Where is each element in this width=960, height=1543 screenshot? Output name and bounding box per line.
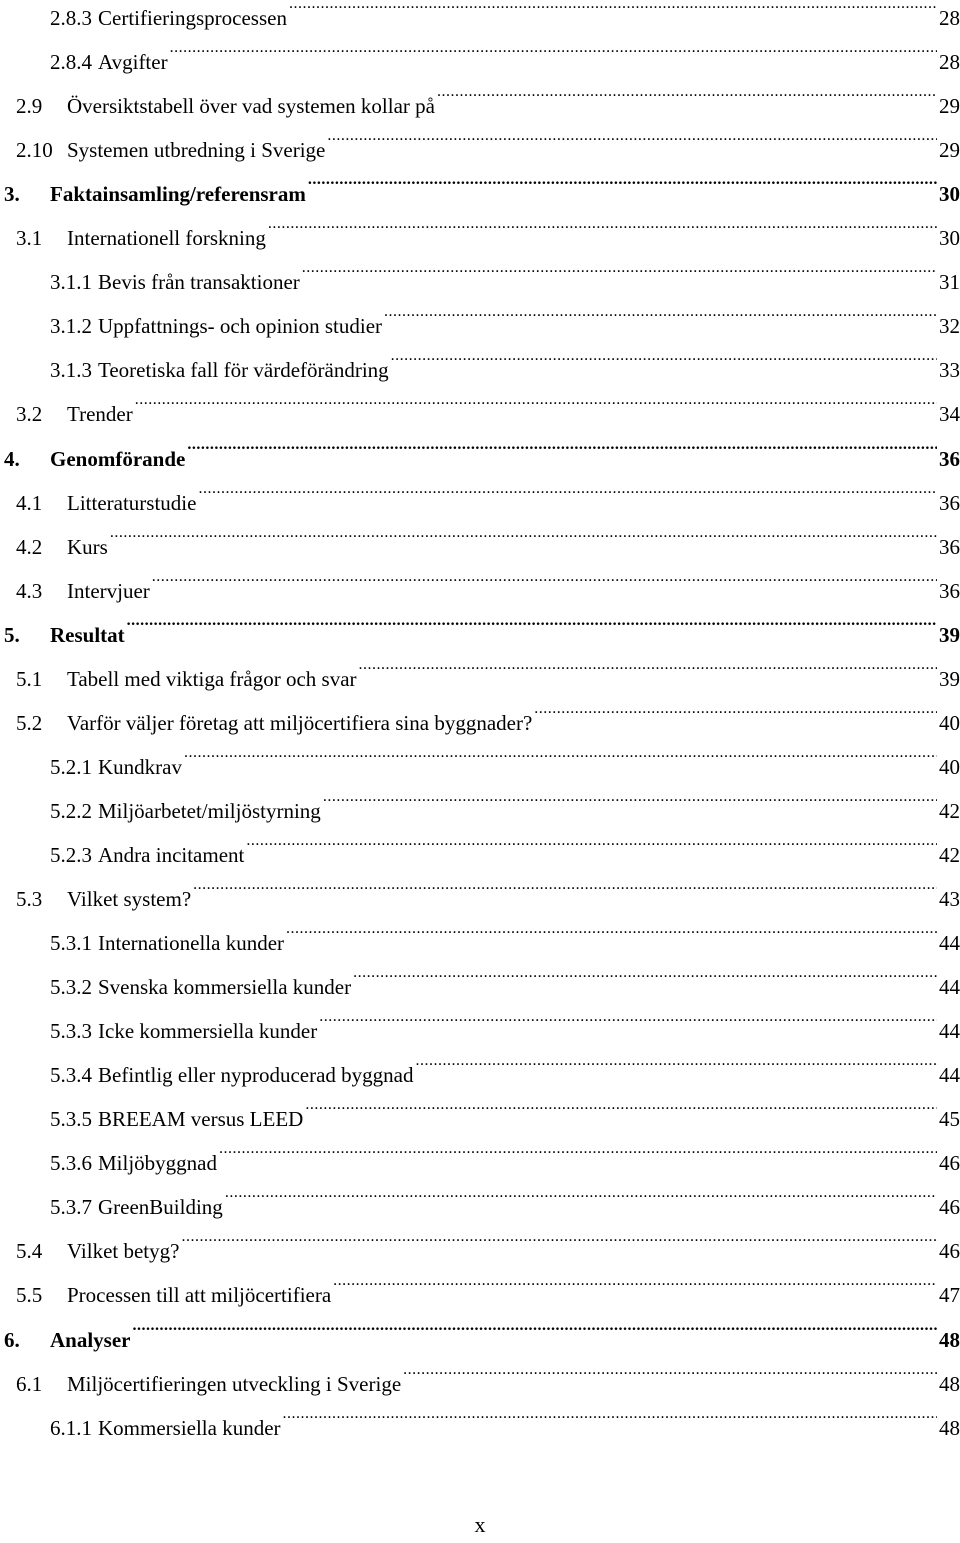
toc-entry[interactable] [16, 127, 960, 163]
dot-leader [187, 436, 937, 466]
toc-entry[interactable] [50, 39, 960, 75]
toc-entry-page: 48 [939, 1415, 960, 1440]
dot-leader [333, 1272, 937, 1302]
dot-leader [323, 788, 937, 818]
toc-entry-page: 36 [939, 534, 960, 559]
toc-entry-number: 4.2 [16, 534, 43, 559]
dot-leader [184, 744, 937, 774]
dot-leader [308, 171, 937, 201]
toc-entry-page: 45 [939, 1107, 960, 1132]
toc-entry-page: 46 [939, 1195, 960, 1220]
dot-leader [359, 656, 937, 686]
dot-leader [289, 0, 937, 25]
toc-entry-number: 5.3.1 [50, 931, 92, 956]
toc-entry[interactable] [16, 1272, 960, 1308]
toc-entry-number: 3.2 [16, 402, 43, 427]
toc-entry[interactable] [16, 876, 960, 911]
page-number: x [474, 1512, 486, 1537]
toc-entry-number: 5.3 [16, 887, 43, 911]
dot-leader [133, 1317, 938, 1347]
dot-leader [193, 876, 937, 906]
toc-entry[interactable] [16, 1228, 960, 1264]
dot-leader [384, 303, 937, 333]
toc-entry-page: 30 [939, 226, 960, 251]
toc-entry[interactable] [16, 700, 960, 735]
toc-entry-title: Kundkrav [98, 754, 182, 779]
toc-entry[interactable] [50, 0, 960, 30]
dot-leader [415, 1052, 937, 1082]
toc-entry-number: 4.1 [16, 490, 43, 515]
toc-entry-title: Vilket betyg? [67, 1239, 180, 1264]
toc-entry-number: 2.8.3 [50, 6, 92, 30]
toc-entry-number: 5.5 [16, 1283, 43, 1308]
toc-entry-number: 5.3.7 [50, 1195, 92, 1220]
toc-entry-number: 5.2.3 [50, 842, 92, 867]
toc-entry[interactable] [50, 832, 960, 867]
toc-entry-title: Internationell forskning [67, 226, 266, 251]
toc-entry[interactable] [50, 920, 960, 956]
toc-entry[interactable] [50, 1184, 960, 1220]
toc-entry-number: 2.9 [16, 94, 43, 119]
toc-entry-number: 3.1.2 [50, 314, 92, 339]
dot-leader [286, 920, 937, 950]
dot-leader [327, 127, 937, 157]
toc-entry[interactable] [50, 1052, 960, 1088]
toc-entry-number: 5.2.2 [50, 798, 92, 823]
toc-entry-title: Bevis från transaktioner [98, 270, 300, 295]
toc-entry-title: Varför väljer företag att miljöcertifiera sina byggnader? [67, 710, 533, 735]
toc-entry-title: Vilket system? [67, 887, 192, 911]
toc-entry-number: 6. [4, 1327, 20, 1352]
toc-entry[interactable] [50, 1096, 960, 1132]
dot-leader [127, 612, 937, 642]
toc-entry-page: 46 [939, 1239, 960, 1264]
dot-leader [305, 1096, 937, 1126]
dot-leader [219, 1140, 937, 1170]
toc-entry-title: Internationella kunder [98, 931, 285, 956]
toc-entry-page: 48 [939, 1371, 960, 1396]
dot-leader [135, 391, 937, 421]
toc-entry[interactable] [16, 656, 960, 691]
toc-entry-title: Avgifter [98, 50, 168, 75]
toc-entry[interactable] [16, 480, 960, 515]
toc-entry[interactable] [4, 436, 960, 471]
toc-entry-page: 36 [939, 446, 960, 471]
toc-entry[interactable] [50, 1008, 960, 1044]
toc-entry[interactable] [16, 524, 960, 559]
toc-entry-page: 39 [939, 666, 960, 691]
toc-entry-title: Andra incitament [98, 842, 245, 867]
dot-leader [403, 1361, 937, 1391]
toc-entry-number: 5.2 [16, 710, 43, 735]
toc-entry-title: Miljöarbetet/miljöstyrning [98, 798, 321, 823]
toc-entry-page: 36 [939, 578, 960, 603]
toc-entry[interactable] [50, 347, 960, 383]
toc-entry-page: 44 [939, 1019, 960, 1044]
dot-leader [437, 83, 937, 113]
toc-entry-title: Uppfattnings- och opinion studier [98, 314, 383, 339]
toc-entry-page: 32 [939, 314, 960, 339]
toc-entry-number: 6.1 [16, 1371, 43, 1396]
toc-entry-number: 3.1.3 [50, 358, 92, 383]
toc-entry-title: Kommersiella kunder [98, 1415, 281, 1440]
toc-entry[interactable] [50, 744, 960, 779]
dot-leader [246, 832, 937, 862]
dot-leader [198, 480, 937, 510]
dot-leader [283, 1405, 937, 1435]
toc-entry-number: 5.4 [16, 1239, 43, 1264]
toc-entry-title: GreenBuilding [98, 1195, 223, 1220]
toc-entry[interactable] [50, 788, 960, 823]
dot-leader [225, 1184, 937, 1214]
toc-entry[interactable] [50, 303, 960, 339]
dot-leader [319, 1008, 937, 1038]
toc-entry-page: 42 [939, 842, 960, 867]
toc-entry-page: 34 [939, 402, 960, 427]
toc-entry-title: Miljöcertifieringen utveckling i Sverige [67, 1371, 402, 1396]
toc-entry-number: 3.1.1 [50, 270, 92, 295]
dot-leader [152, 568, 937, 598]
toc-entry-title: Analyser [50, 1327, 131, 1352]
toc-entry-page: 33 [939, 358, 960, 383]
dot-leader [181, 1228, 937, 1258]
toc-entry-title: Teoretiska fall för värdeförändring [98, 358, 389, 383]
toc-entry-number: 5.3.4 [50, 1063, 92, 1088]
toc-entry-page: 40 [939, 710, 960, 735]
dot-leader [534, 700, 937, 730]
toc-entry-title: Svenska kommersiella kunder [98, 975, 352, 1000]
toc-entry-number: 3.1 [16, 226, 43, 251]
dot-leader [391, 347, 937, 377]
toc-entry[interactable] [16, 215, 960, 251]
toc-entry-title: Genomförande [50, 446, 186, 471]
toc-entry-title: Översiktstabell över vad systemen kollar på [67, 94, 435, 119]
dot-leader [302, 259, 937, 289]
toc-entry-title: BREEAM versus LEED [98, 1107, 304, 1132]
toc-entry-title: Faktainsamling/referensram [50, 182, 306, 207]
toc-entry-page: 43 [939, 887, 960, 911]
toc-entry-number: 5.3.6 [50, 1151, 92, 1176]
toc-entry-number: 5. [4, 622, 20, 647]
toc-entry[interactable] [50, 964, 960, 1000]
dot-leader [268, 215, 937, 245]
toc-entry-title: Kurs [67, 534, 108, 559]
dot-leader [110, 524, 937, 554]
toc-entry-page: 48 [939, 1327, 960, 1352]
toc-entry-number: 5.1 [16, 666, 43, 691]
toc-entry[interactable] [16, 83, 960, 119]
toc-entry-number: 5.3.3 [50, 1019, 92, 1044]
toc-entry[interactable] [4, 612, 960, 647]
toc-entry-page: 28 [939, 50, 960, 75]
toc-entry-page: 29 [939, 138, 960, 163]
toc-entry-number: 4.3 [16, 578, 43, 603]
toc-entry-number: 6.1.1 [50, 1415, 92, 1440]
toc-entry-title: Tabell med viktiga frågor och svar [67, 666, 357, 691]
toc-entry-number: 2.10 [16, 138, 53, 163]
toc-entry-page: 28 [939, 6, 960, 30]
toc-entry-title: Miljöbyggnad [98, 1151, 217, 1176]
toc-entry-title: Systemen utbredning i Sverige [67, 138, 326, 163]
toc-entry-page: 44 [939, 975, 960, 1000]
toc-entry-title: Certifieringsprocessen [98, 6, 287, 30]
toc-entry-number: 5.3.2 [50, 975, 92, 1000]
toc-entry[interactable] [16, 1361, 960, 1396]
toc-entry[interactable] [4, 171, 960, 207]
toc-entry-title: Befintlig eller nyproducerad byggnad [98, 1063, 414, 1088]
toc-entry-page: 44 [939, 931, 960, 956]
toc-entry-page: 31 [939, 270, 960, 295]
toc-entry-page: 42 [939, 798, 960, 823]
dot-leader [170, 39, 937, 69]
toc-entry[interactable] [4, 1317, 960, 1352]
toc-entry-page: 30 [939, 182, 960, 207]
toc-entry-page: 44 [939, 1063, 960, 1088]
toc-entry-title: Litteraturstudie [67, 490, 197, 515]
toc-entry-number: 5.2.1 [50, 754, 92, 779]
toc-entry-page: 47 [939, 1283, 960, 1308]
toc-entry-title: Trender [67, 402, 133, 427]
toc-entry-page: 39 [939, 622, 960, 647]
toc-entry[interactable] [50, 259, 960, 295]
toc-entry-title: Resultat [50, 622, 125, 647]
toc-entry-page: 40 [939, 754, 960, 779]
toc-entry-title: Processen till att miljöcertifiera [67, 1283, 332, 1308]
toc-entry-number: 4. [4, 446, 20, 471]
toc-entry-number: 2.8.4 [50, 50, 92, 75]
toc-entry-title: Intervjuer [67, 578, 150, 603]
toc-entry-title: Icke kommersiella kunder [98, 1019, 318, 1044]
toc-entry[interactable] [16, 568, 960, 603]
toc-entry-page: 29 [939, 94, 960, 119]
dot-leader [353, 964, 937, 994]
toc-entry-number: 3. [4, 182, 20, 207]
toc-entry-page: 46 [939, 1151, 960, 1176]
toc-entry[interactable] [16, 391, 960, 427]
toc-entry-page: 36 [939, 490, 960, 515]
toc-entry-number: 5.3.5 [50, 1107, 92, 1132]
toc-entry[interactable] [50, 1405, 960, 1440]
toc-entry[interactable] [50, 1140, 960, 1176]
